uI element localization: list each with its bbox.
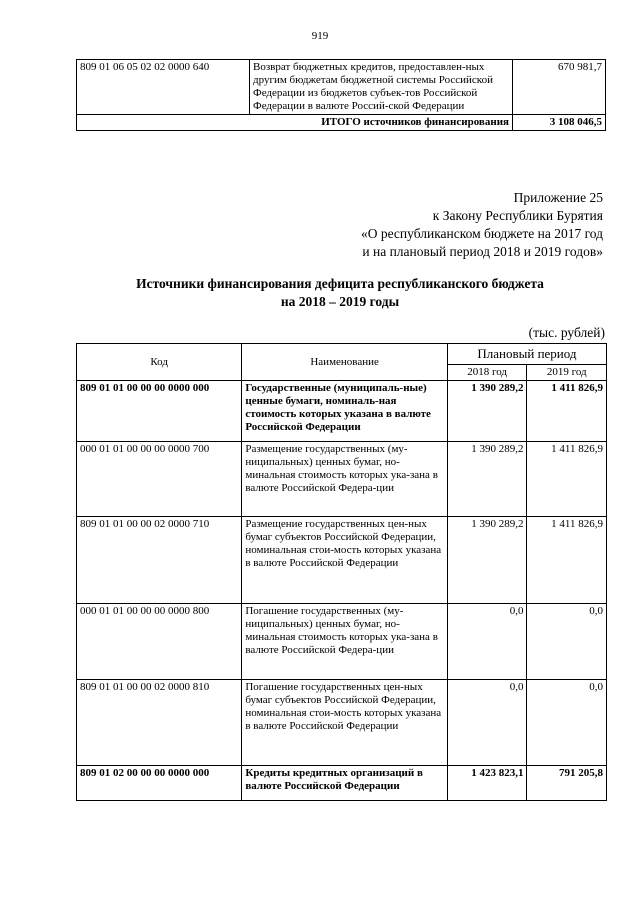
year-2019-header: 2019 год bbox=[527, 365, 607, 381]
name-cell: Погашение государственных (му-ниципальных) ценных бумаг, но-минальная стоимость которых ука-зана в валюте Российской Федера-ции bbox=[242, 604, 448, 680]
value-2019-cell: 791 205,8 bbox=[527, 766, 607, 801]
code-cell: 809 01 06 05 02 02 0000 640 bbox=[77, 60, 250, 115]
value-2018-cell: 1 390 289,2 bbox=[447, 442, 527, 517]
value-2018-cell: 0,0 bbox=[447, 680, 527, 766]
value-2018-cell: 0,0 bbox=[447, 604, 527, 680]
table-row bbox=[77, 604, 607, 680]
name-cell: Кредиты кредитных организаций в валюте Российской Федерации bbox=[242, 766, 448, 801]
name-cell: Государственные (муниципаль-ные) ценные бумаги, номиналь-ная стоимость которых указана в валюте Российской Федерации bbox=[242, 381, 448, 442]
title-line: Источники финансирования дефицита республиканского бюджета bbox=[136, 276, 544, 291]
title-line: на 2018 – 2019 годы bbox=[280, 294, 400, 309]
code-cell: 809 01 01 00 00 00 0000 000 bbox=[77, 381, 242, 442]
table-row bbox=[77, 381, 607, 442]
document-title bbox=[0, 275, 640, 311]
value-2019-cell: 1 411 826,9 bbox=[527, 381, 607, 442]
table-row bbox=[77, 60, 606, 115]
appendix-line: и на плановый период 2018 и 2019 годов» bbox=[362, 244, 603, 259]
code-cell: 809 01 01 00 00 02 0000 810 bbox=[77, 680, 242, 766]
financing-sources-table bbox=[76, 343, 607, 801]
code-cell: 809 01 02 00 00 00 0000 000 bbox=[77, 766, 242, 801]
value-2019-cell: 0,0 bbox=[527, 604, 607, 680]
value-2019-cell: 1 411 826,9 bbox=[527, 517, 607, 604]
code-header: Код bbox=[77, 344, 242, 381]
table-row bbox=[77, 442, 607, 517]
name-header: Наименование bbox=[242, 344, 448, 381]
table-row bbox=[77, 680, 607, 766]
name-cell: Погашение государственных цен-ных бумаг субъектов Российской Федерации, номинальная стои-мость которых указана в валюте Российской Федерации bbox=[242, 680, 448, 766]
value-2018-cell: 1 390 289,2 bbox=[447, 381, 527, 442]
units-label: (тыс. рублей) bbox=[528, 325, 605, 340]
code-cell: 000 01 01 00 00 00 0000 700 bbox=[77, 442, 242, 517]
code-cell: 809 01 01 00 00 02 0000 710 bbox=[77, 517, 242, 604]
code-cell: 000 01 01 00 00 00 0000 800 bbox=[77, 604, 242, 680]
year-2018-header: 2018 год bbox=[447, 365, 527, 381]
value-2019-cell: 1 411 826,9 bbox=[527, 442, 607, 517]
table-row bbox=[77, 766, 607, 801]
total-value: 3 108 046,5 bbox=[513, 115, 606, 131]
value-2018-cell: 1 423 823,1 bbox=[447, 766, 527, 801]
top-sources-table bbox=[76, 59, 606, 131]
value-2018-cell: 1 390 289,2 bbox=[447, 517, 527, 604]
name-cell: Возврат бюджетных кредитов, предоставлен-ных другим бюджетам бюджетной системы Российской Федерации из бюджетов субъек-тов Российской Федерации в валюте Россий-ской Федерации bbox=[250, 60, 513, 115]
appendix-line: «О республиканском бюджете на 2017 год bbox=[360, 226, 603, 241]
header-row bbox=[77, 344, 607, 365]
value-2019-cell: 0,0 bbox=[527, 680, 607, 766]
total-row bbox=[77, 115, 606, 131]
name-cell: Размещение государственных (му-ниципальных) ценных бумаг, но-минальная стоимость которых ука-зана в валюте Российской Федера-ции bbox=[242, 442, 448, 517]
name-cell: Размещение государственных цен-ных бумаг субъектов Российской Федерации, номинальная стои-мость которых указана в валюте Российской Федерации bbox=[242, 517, 448, 604]
appendix-line: Приложение 25 bbox=[513, 190, 603, 205]
appendix-line: к Закону Республики Бурятия bbox=[432, 208, 603, 223]
appendix-header bbox=[361, 189, 603, 261]
period-header: Плановый период bbox=[447, 344, 606, 365]
total-label: ИТОГО источников финансирования bbox=[77, 115, 513, 131]
table-row bbox=[77, 517, 607, 604]
value-cell: 670 981,7 bbox=[513, 60, 606, 115]
page-number: 919 bbox=[311, 30, 329, 42]
